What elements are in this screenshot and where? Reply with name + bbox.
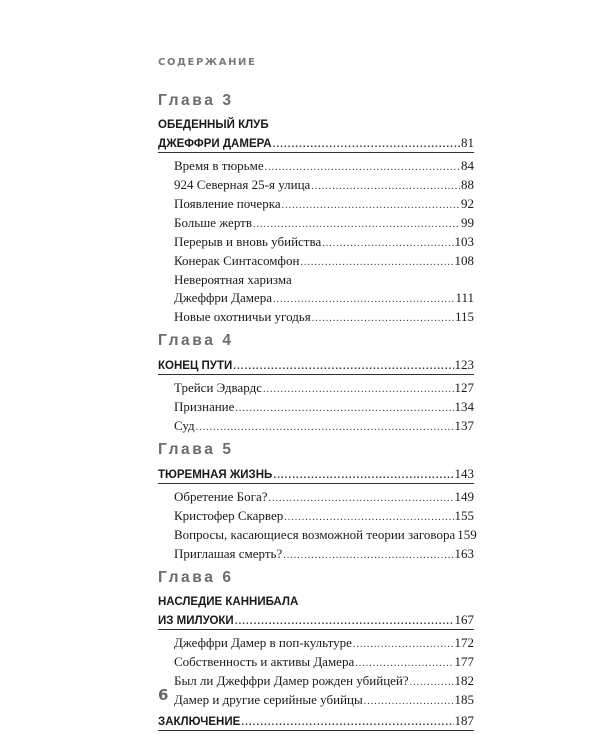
subentry[interactable]	[174, 690, 474, 709]
section-title: ТЮРЕМНАЯ ЖИЗНЬ	[158, 469, 273, 481]
subentry-title: Собственность и активы Дамера	[174, 654, 355, 669]
page-ref: 137	[454, 418, 474, 433]
subentry-list	[158, 156, 474, 326]
dot-leader	[311, 175, 460, 196]
page-ref: 159	[457, 527, 477, 542]
table-of-contents	[158, 92, 477, 731]
subentry[interactable]	[174, 544, 474, 563]
toc-section	[158, 356, 474, 375]
page-ref: 81	[461, 135, 474, 150]
subentry-list	[158, 487, 477, 563]
subentry[interactable]	[174, 397, 474, 416]
section-title: КОНЕЦ ПУТИ	[158, 360, 233, 372]
page-ref: 88	[461, 177, 474, 192]
page-ref: 143	[454, 466, 474, 481]
section-title: ИЗ МИЛУОКИ	[158, 615, 234, 627]
dot-leader	[284, 506, 453, 527]
chapter-heading: Глава 3	[158, 92, 234, 109]
page-ref: 123	[454, 357, 474, 372]
subentry[interactable]	[174, 671, 474, 690]
section-entry[interactable]	[158, 712, 474, 730]
dot-leader	[364, 690, 454, 711]
page-ref: 92	[461, 196, 474, 211]
subentry-title: Признание	[174, 399, 235, 414]
chapter-heading: Глава 4	[158, 332, 234, 349]
dot-leader	[353, 633, 454, 654]
subentry[interactable]	[174, 232, 474, 251]
section-entry[interactable]	[158, 356, 474, 374]
dot-leader	[235, 397, 453, 418]
dot-leader	[300, 251, 453, 272]
toc-section	[158, 712, 474, 731]
subentry[interactable]	[174, 378, 474, 397]
subentry[interactable]	[174, 416, 474, 435]
chapter-heading: Глава 6	[158, 569, 234, 586]
page-ref: 127	[454, 380, 474, 395]
dot-leader	[253, 213, 460, 234]
subentry-list	[158, 633, 474, 709]
toc-section	[158, 465, 474, 484]
subentry[interactable]	[174, 652, 474, 671]
dot-leader	[241, 713, 453, 732]
subentry[interactable]	[174, 307, 474, 326]
page-ref: 111	[455, 290, 474, 305]
subentry[interactable]	[174, 288, 474, 307]
page-ref: 115	[454, 309, 474, 324]
subentry-title: Время в тюрьме	[174, 158, 264, 173]
subentry-title: Приглашая смерть?	[174, 546, 283, 561]
dot-leader	[235, 612, 454, 631]
section-title-line: НАСЛЕДИЕ КАННИБАЛА	[158, 596, 299, 608]
dot-leader	[233, 357, 453, 376]
subentry-title: Дамер и другие серийные убийцы	[174, 692, 363, 707]
subentry-title: Конерак Синтасомфон	[174, 253, 300, 268]
subentry-title: Вопросы, касающиеся возможной теории заговора	[174, 527, 456, 542]
page-ref: 167	[454, 612, 474, 627]
subentry-title: Джеффри Дамер в поп-культуре	[174, 635, 352, 650]
section-title: ЗАКЛЮЧЕНИЕ	[158, 716, 241, 728]
section-entry[interactable]	[158, 134, 474, 152]
subentry[interactable]	[174, 156, 474, 175]
page-ref: 182	[454, 673, 474, 688]
toc-section	[158, 116, 474, 153]
page-ref: 177	[454, 654, 474, 669]
subentry-title: Новые охотничьи угодья	[174, 309, 311, 324]
dot-leader	[322, 232, 453, 253]
subentry[interactable]	[174, 525, 477, 544]
subentry-title-line: Невероятная харизма	[174, 272, 292, 287]
subentry-title: Обретение Бога?	[174, 489, 268, 504]
page-ref: 149	[454, 489, 474, 504]
subentry[interactable]	[174, 175, 474, 194]
subentry[interactable]	[174, 506, 474, 525]
page-ref: 84	[461, 158, 474, 173]
page-ref: 163	[454, 546, 474, 561]
subentry-title: 924 Северная 25-я улица	[174, 177, 311, 192]
dot-leader	[282, 194, 460, 215]
page-ref: 155	[454, 508, 474, 523]
section-entry[interactable]	[158, 611, 474, 629]
running-head: СОДЕРЖАНИЕ	[158, 57, 257, 68]
dot-leader	[269, 487, 454, 508]
dot-leader	[273, 466, 453, 485]
subentry[interactable]	[174, 633, 474, 652]
dot-leader	[263, 378, 454, 399]
subentry-title: Перерыв и вновь убийства	[174, 234, 322, 249]
dot-leader	[355, 652, 453, 673]
subentry-title: Больше жертв	[174, 215, 252, 230]
subentry[interactable]	[174, 194, 474, 213]
page-ref: 172	[454, 635, 474, 650]
dot-leader	[312, 307, 454, 328]
page-ref: 185	[454, 692, 474, 707]
subentry[interactable]	[174, 487, 474, 506]
section-title: ДЖЕФФРИ ДАМЕРА	[158, 138, 272, 150]
section-title-line: ОБЕДЕННЫЙ КЛУБ	[158, 119, 269, 131]
subentry-title: Был ли Джеффри Дамер рожден убийцей?	[174, 673, 409, 688]
page-ref: 99	[461, 215, 474, 230]
chapter-heading: Глава 5	[158, 441, 234, 458]
page-ref: 108	[454, 253, 474, 268]
section-entry[interactable]	[158, 465, 474, 483]
subentry[interactable]	[174, 251, 474, 270]
dot-leader	[265, 156, 460, 177]
page-ref: 103	[454, 234, 474, 249]
subentry-title: Кристофер Скарвер	[174, 508, 284, 523]
dot-leader	[283, 544, 453, 565]
dot-leader	[196, 416, 454, 437]
subentry[interactable]	[174, 213, 474, 232]
page-number: 6	[158, 686, 169, 704]
dot-leader	[273, 135, 460, 154]
subentry-title: Суд	[174, 418, 195, 433]
page-ref: 187	[454, 713, 474, 728]
subentry-list	[158, 378, 474, 435]
subentry-title: Джеффри Дамера	[174, 290, 272, 305]
dot-leader	[410, 671, 454, 692]
dot-leader	[273, 288, 454, 309]
subentry-title: Появление почерка	[174, 196, 281, 211]
toc-section	[158, 593, 474, 630]
subentry-title: Трейси Эдвардс	[174, 380, 262, 395]
page-ref: 134	[454, 399, 474, 414]
